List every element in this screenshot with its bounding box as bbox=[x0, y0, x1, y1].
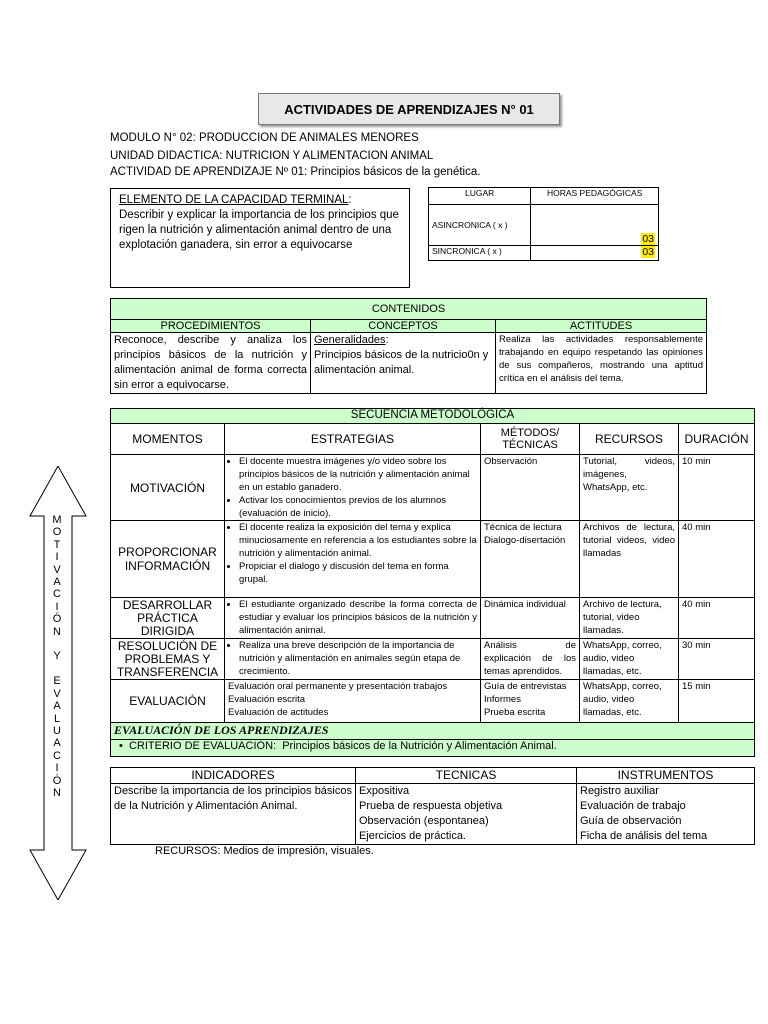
col-conceptos: CONCEPTOS bbox=[311, 320, 496, 333]
contenidos-table: CONTENIDOS PROCEDIMIENTOS CONCEPTOS ACTITUDES Reconoce, describe y analiza los principios básicos de la nutrición y alimentación animal de forma correcta sin error a equivocarse. Generalidades: Principios básicos de la nutricio0n y alimentación animal. Realiza las actividades responsablemente trabajando en equipo respetando las opiniones de sus compañeros, mostrando una aptitud crítica en el análisis del tema. bbox=[110, 298, 707, 394]
sincronica-horas: 03 bbox=[642, 246, 654, 258]
momento-proporcionar: PROPORCIONAR INFORMACIÓN bbox=[111, 521, 225, 598]
capacidad-text: Describir y explicar la importancia de los principios que rigen la nutrición y alimentación animal dentro de una explotación ganadera, sin error a equivocarse bbox=[119, 209, 399, 251]
arrow-letter: M bbox=[52, 514, 62, 526]
arrow-letter: V bbox=[53, 563, 61, 576]
asincronica-cell: ASINCRONICA ( x ) bbox=[429, 205, 531, 246]
table-row bbox=[111, 598, 755, 639]
arrow-letter bbox=[50, 638, 64, 650]
metodos-cell: Dinámica individual bbox=[481, 598, 580, 639]
recursos-cell: Archivo de lectura, tutorial, video llamadas. bbox=[580, 598, 679, 639]
arrow-letter: C bbox=[53, 749, 61, 762]
list-item: • El docente realiza la exposición del tema y explica minuciosamente en referencia a los estudiantes sobre la nutrición y alimentación animal. bbox=[239, 521, 477, 560]
col-metodos: MÉTODOS/ TÉCNICAS bbox=[481, 424, 580, 455]
conceptos-text: Principios básicos de la nutricio0n y alimentación animal. bbox=[314, 349, 489, 376]
duracion-cell: 40 min bbox=[679, 598, 755, 639]
capacidad-box: ELEMENTO DE LA CAPACIDAD TERMINAL: Describir y explicar la importancia de los principios que rigen la nutrición y alimentación animal dentro de una explotación ganadera, sin error a equivocarse bbox=[110, 188, 410, 288]
arrow-letter: L bbox=[53, 712, 61, 725]
duracion-cell: 40 min bbox=[679, 521, 755, 598]
arrow-letter: I bbox=[55, 551, 59, 564]
list-item: Guía de entrevistas bbox=[484, 681, 567, 692]
arrow-letter: C bbox=[53, 588, 61, 601]
secuencia-table bbox=[110, 408, 755, 757]
metodos-cell: Técnica de lectura Dialogo-disertación bbox=[481, 521, 580, 598]
list-item: • Propiciar el dialogo y discusión del tema en forma grupal. bbox=[239, 560, 477, 586]
actividad-line: ACTIVIDAD DE APRENDIZAJE Nº 01: Principios básicos de la genética. bbox=[110, 166, 481, 178]
col-indicadores: INDICADORES bbox=[111, 768, 356, 784]
horas-header: HORAS PEDAGÓGICAS bbox=[531, 188, 659, 205]
col-instrumentos: INSTRUMENTOS bbox=[577, 768, 755, 784]
arrow-letter: A bbox=[53, 576, 61, 589]
list-item: Evaluación escrita bbox=[228, 694, 306, 705]
recursos-cell: WhatsApp, correo, audio, video llamadas, etc. bbox=[580, 639, 679, 680]
list-item: • Realiza una breve descripción de la importancia de nutrición y alimentación en animales según etapa de crecimiento. bbox=[239, 639, 477, 678]
contenidos-heading: CONTENIDOS bbox=[111, 299, 707, 320]
arrow-letter: V bbox=[53, 687, 61, 700]
col-procedimientos: PROCEDIMIENTOS bbox=[111, 320, 311, 333]
secuencia-heading: SECUENCIA METODOLÓGICA bbox=[111, 409, 755, 424]
table-row bbox=[111, 639, 755, 680]
table-row bbox=[111, 455, 755, 521]
unidad-line: UNIDAD DIDACTICA: NUTRICION Y ALIMENTACION ANIMAL bbox=[110, 150, 434, 162]
list-item: Prueba escrita bbox=[484, 707, 546, 718]
momento-evaluacion: EVALUACIÓN bbox=[111, 680, 225, 723]
col-duracion: DURACIÓN bbox=[679, 424, 755, 455]
momento-resolucion: RESOLUCIÓN DE PROBLEMAS Y TRANSFERENCIA bbox=[111, 639, 225, 680]
conceptos-title: Generalidades bbox=[314, 334, 386, 346]
arrow-letter: Ó bbox=[52, 774, 62, 787]
col-actitudes: ACTITUDES bbox=[496, 320, 707, 333]
actitudes-text: Realiza las actividades responsablemente trabajando en equipo respetando las opiniones de sus compañeros, mostrando una aptitud crítica en el análisis del tema. bbox=[496, 333, 707, 394]
metodos-cell: Análisis de explicación de los temas aprendidos. bbox=[481, 639, 580, 680]
recursos-cell: Tutorial, videos, imágenes, WhatsApp, etc. bbox=[580, 455, 679, 521]
motivacion-evaluacion-label bbox=[50, 514, 64, 799]
col-tecnicas: TECNICAS bbox=[356, 768, 577, 784]
col-estrategias: ESTRATEGIAS bbox=[225, 424, 481, 455]
arrow-letter: U bbox=[53, 724, 61, 737]
modulo-line: MODULO N° 02: PRODUCCION DE ANIMALES MENORES bbox=[110, 132, 419, 144]
col-momentos: MOMENTOS bbox=[111, 424, 225, 455]
list-item: Ficha de análisis del tema bbox=[580, 830, 708, 842]
list-item: Guía de observación bbox=[580, 815, 682, 827]
list-item: Ejercicios de práctica. bbox=[359, 830, 466, 842]
criterio-row: • CRITERIO DE EVALUACIÓN: Principios básicos de la Nutrición y Alimentación Animal. bbox=[111, 740, 755, 757]
capacidad-title: ELEMENTO DE LA CAPACIDAD TERMINAL bbox=[119, 194, 349, 206]
arrow-letter: T bbox=[53, 538, 61, 551]
list-item: Evaluación oral permanente y presentación trabajos bbox=[228, 681, 448, 692]
criterio-text: Principios básicos de la Nutrición y Alimentación Animal. bbox=[282, 740, 557, 752]
momento-motivacion: MOTIVACIÓN bbox=[111, 455, 225, 521]
arrow-letter: A bbox=[53, 700, 61, 713]
list-item: • El docente muestra imágenes y/o video sobre los principios básicos de la nutrición y alimentación animal en un establo ganadero. bbox=[239, 455, 477, 494]
arrow-letter: N bbox=[53, 625, 61, 638]
momento-desarrollar: DESARROLLAR PRÁCTICA DIRIGIDA bbox=[111, 598, 225, 639]
arrow-letter: E bbox=[53, 675, 61, 688]
arrow-letter bbox=[50, 663, 64, 675]
lugar-table bbox=[428, 187, 659, 261]
arrow-letter: A bbox=[53, 737, 61, 750]
page-title: ACTIVIDADES DE APRENDIZAJES N° 01 bbox=[258, 93, 560, 125]
list-item: Evaluación de actitudes bbox=[228, 707, 329, 718]
evaluacion-heading: EVALUACIÓN DE LOS APRENDIZAJES bbox=[111, 723, 755, 740]
duracion-cell: 10 min bbox=[679, 455, 755, 521]
list-item: Expositiva bbox=[359, 785, 410, 797]
recursos-footer: RECURSOS: Medios de impresión, visuales. bbox=[155, 845, 374, 857]
indicadores-table bbox=[110, 767, 755, 845]
list-item: Informes bbox=[484, 694, 521, 705]
list-item: • Activar los conocimientos previos de los alumnos (evaluación de inicio). bbox=[239, 494, 477, 520]
recursos-cell: Archivos de lectura, tutorial videos, video llamadas bbox=[580, 521, 679, 598]
table-row bbox=[111, 521, 755, 598]
arrow-letter: Ó bbox=[52, 613, 62, 626]
recursos-cell: WhatsApp, correo, audio, video llamadas, etc. bbox=[580, 680, 679, 723]
sincronica-cell: SINCRONICA ( x ) bbox=[429, 246, 531, 261]
duracion-cell: 15 min bbox=[679, 680, 755, 723]
lugar-header: LUGAR bbox=[429, 188, 531, 205]
metodos-cell: Observación bbox=[481, 455, 580, 521]
arrow-letter: O bbox=[52, 526, 62, 539]
table-row bbox=[111, 680, 755, 723]
arrow-letter: N bbox=[53, 786, 61, 799]
list-item: Prueba de respuesta objetiva bbox=[359, 800, 503, 812]
procedimientos-text: Reconoce, describe y analiza los principios básicos de la nutrición y alimentación animal de forma correcta sin error a equivocarse. bbox=[111, 333, 311, 394]
arrow-letter: I bbox=[55, 762, 59, 775]
indicador-text: Describe la importancia de los principios básicos de la Nutrición y Alimentación Animal. bbox=[111, 784, 356, 845]
list-item: Evaluación de trabajo bbox=[580, 800, 686, 812]
col-recursos: RECURSOS bbox=[580, 424, 679, 455]
arrow-letter: I bbox=[55, 600, 59, 613]
list-item: • El estudiante organizado describe la forma correcta de estudiar y evaluar los principios básicos de la nutrición y alimentación animal. bbox=[239, 598, 477, 637]
asincronica-horas: 03 bbox=[642, 233, 654, 245]
criterio-label: CRITERIO DE EVALUACIÓN: bbox=[128, 740, 277, 752]
arrow-letter: Y bbox=[53, 650, 61, 663]
list-item: Registro auxiliar bbox=[580, 785, 659, 797]
duracion-cell: 30 min bbox=[679, 639, 755, 680]
list-item: Observación (espontanea) bbox=[359, 815, 489, 827]
